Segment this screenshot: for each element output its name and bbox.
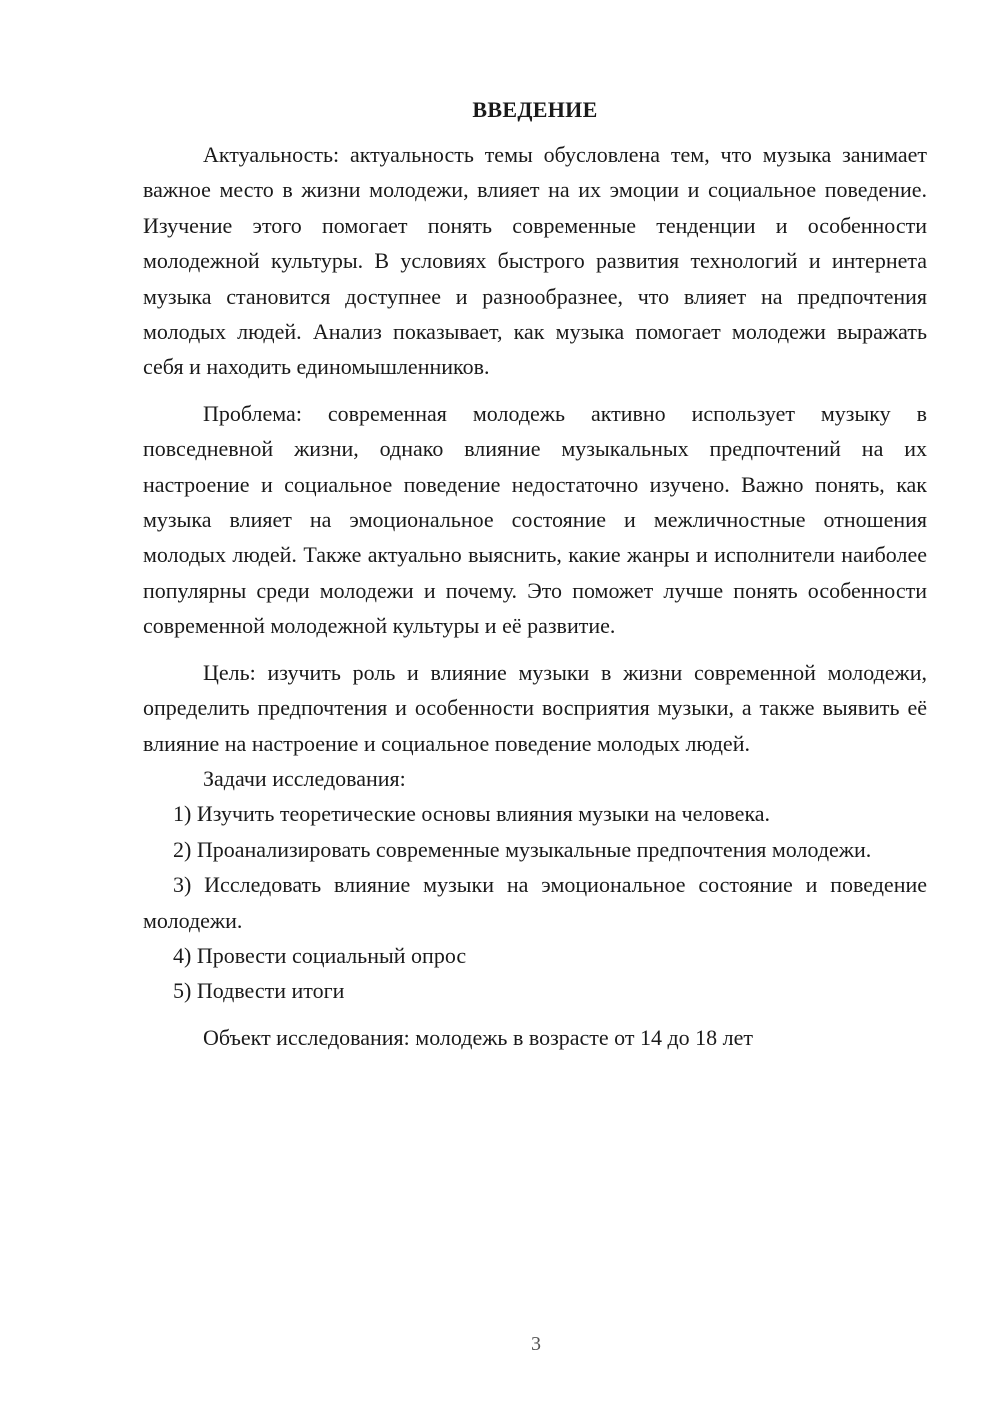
document-page — [143, 92, 927, 1055]
task-item: 1) Изучить теоретические основы влияния музыки на человека. — [173, 801, 771, 827]
page-number: 3 — [531, 1333, 541, 1355]
tasks-list — [143, 796, 927, 1008]
section-title: ВВЕДЕНИЕ — [472, 97, 598, 122]
task-item: 2) Проанализировать современные музыкальные предпочтения молодежи. — [173, 836, 872, 862]
goal-paragraph: Цель: изучить роль и влияние музыки в жизни современной молодежи, определить предпочтения и особенности восприятия музыки, а также выявить её влияние на настроение и социальное поведение молодых людей. — [143, 659, 927, 756]
object-paragraph: Объект исследования: молодежь в возрасте от 14 до 18 лет — [203, 1024, 754, 1050]
task-item: 3) Исследовать влияние музыки на эмоциональное состояние и поведение молодежи. — [143, 872, 927, 933]
relevance-paragraph: Актуальность: актуальность темы обусловлена тем, что музыка занимает важное место в жизни молодежи, влияет на их эмоции и социальное поведение. Изучение этого помогает понять современные тенденции и особенности молодежной культуры. В условиях быстрого развития технологий и интернета музыка становится доступнее и разнообразнее, что влияет на предпочтения молодых людей. Анализ показывает, как музыка помогает молодежи выражать себя и находить единомышленников. — [143, 142, 927, 380]
task-item: 5) Подвести итоги — [173, 978, 345, 1004]
tasks-heading: Задачи исследования: — [203, 765, 406, 791]
task-item: 4) Провести социальный опрос — [173, 942, 467, 968]
problem-paragraph: Проблема: современная молодежь активно использует музыку в повседневной жизни, однако влияние музыкальных предпочтений на их настроение и социальное поведение недостаточно изучено. Важно понять, как музыка влияет на эмоциональное состояние и межличностные отношения молодых людей. Также актуально выяснить, какие жанры и исполнители наиболее популярны среди молодежи и почему. Это поможет лучше понять особенности современной молодежной культуры и её развитие. — [143, 400, 927, 639]
